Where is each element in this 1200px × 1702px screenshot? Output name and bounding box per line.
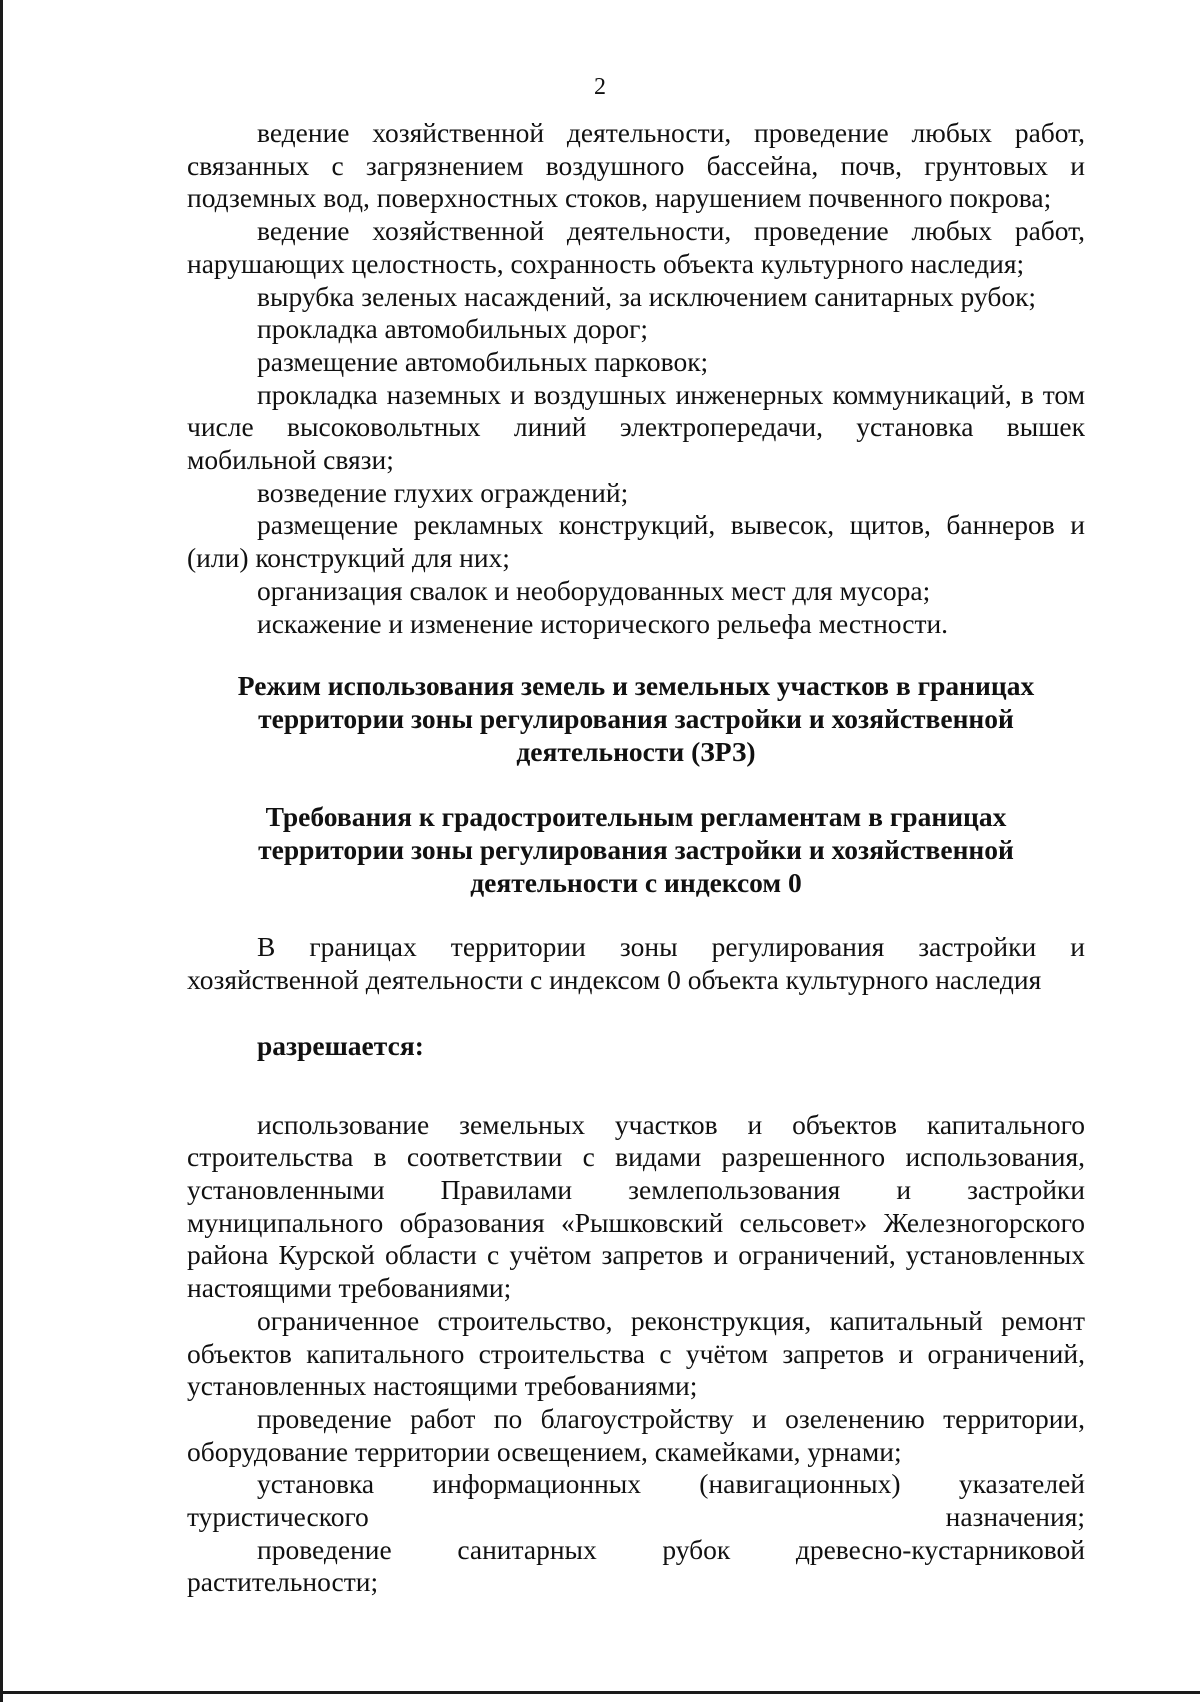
- prohibition-item: прокладка автомобильных дорог;: [257, 313, 649, 345]
- prohibition-item: ведение хозяйственной деятельности, проведение любых работ, связанных с загрязнением воздушного бассейна, почв, грунтовых и подземных вод, поверхностных стоков, нарушением почвенного покрова;: [187, 117, 1085, 214]
- allowed-item: использование земельных участков и объектов капитального строительства в соответствии с видами разрешенного использования, установленными Правилами землепользования и застройки муниципального образования «Рышковский сельсовет» Железногорского района Курской области с учётом запретов и ограничений, установленных настоящими требованиями;: [187, 1108, 1085, 1304]
- scan-edge-left: [0, 0, 3, 1702]
- prohibition-item: искажение и изменение исторического рельефа местности.: [257, 607, 949, 639]
- prohibition-item: организация свалок и необорудованных мест для мусора;: [257, 574, 931, 606]
- intro-paragraph: В границах территории зоны регулирования застройки и хозяйственной деятельности с индексом 0 объекта культурного наследия: [187, 931, 1085, 996]
- prohibition-item: размещение рекламных конструкций, вывесок, щитов, баннеров и (или) конструкций для них;: [187, 509, 1085, 574]
- prohibitions-list: [187, 117, 1085, 640]
- prohibition-item: прокладка наземных и воздушных инженерных коммуникаций, в том числе высоковольтных линий электропередачи, установка вышек мобильной связи;: [187, 378, 1085, 476]
- allowed-label: разрешается:: [257, 1029, 424, 1061]
- allowed-item: установка информационных (навигационных) указателей туристического назначения;: [187, 1468, 1085, 1533]
- allowed-item: проведение санитарных рубок древесно-кустарниковой растительности;: [187, 1533, 1085, 1598]
- prohibition-item: размещение автомобильных парковок;: [257, 345, 709, 377]
- section-heading-requirements: Требования к градостроительным регламентам в границах территории зоны регулирования застройки и хозяйственной деятельности с индексом 0: [258, 801, 1014, 898]
- prohibition-item: ведение хозяйственной деятельности, проведение любых работ, нарушающих целостность, сохранность объекта культурного наследия;: [187, 215, 1085, 279]
- allowed-list: [187, 1109, 1085, 1600]
- scan-edge-bottom: [0, 1691, 1200, 1694]
- document-body: [187, 117, 1085, 1599]
- allowed-item: ограниченное строительство, реконструкция, капитальный ремонт объектов капитального строительства с учётом запретов и ограничений, установленных настоящими требованиями;: [187, 1304, 1085, 1402]
- allowed-item: проведение работ по благоустройству и озеленению территории, оборудование территории освещением, скамейками, урнами;: [187, 1402, 1085, 1467]
- page-number: 2: [594, 74, 606, 100]
- prohibition-item: вырубка зеленых насаждений, за исключением санитарных рубок;: [257, 280, 1037, 312]
- section-heading-regime: Режим использования земель и земельных участков в границах территории зоны регулирования застройки и хозяйственной деятельности (ЗРЗ): [237, 670, 1035, 767]
- prohibition-item: возведение глухих ограждений;: [257, 476, 629, 508]
